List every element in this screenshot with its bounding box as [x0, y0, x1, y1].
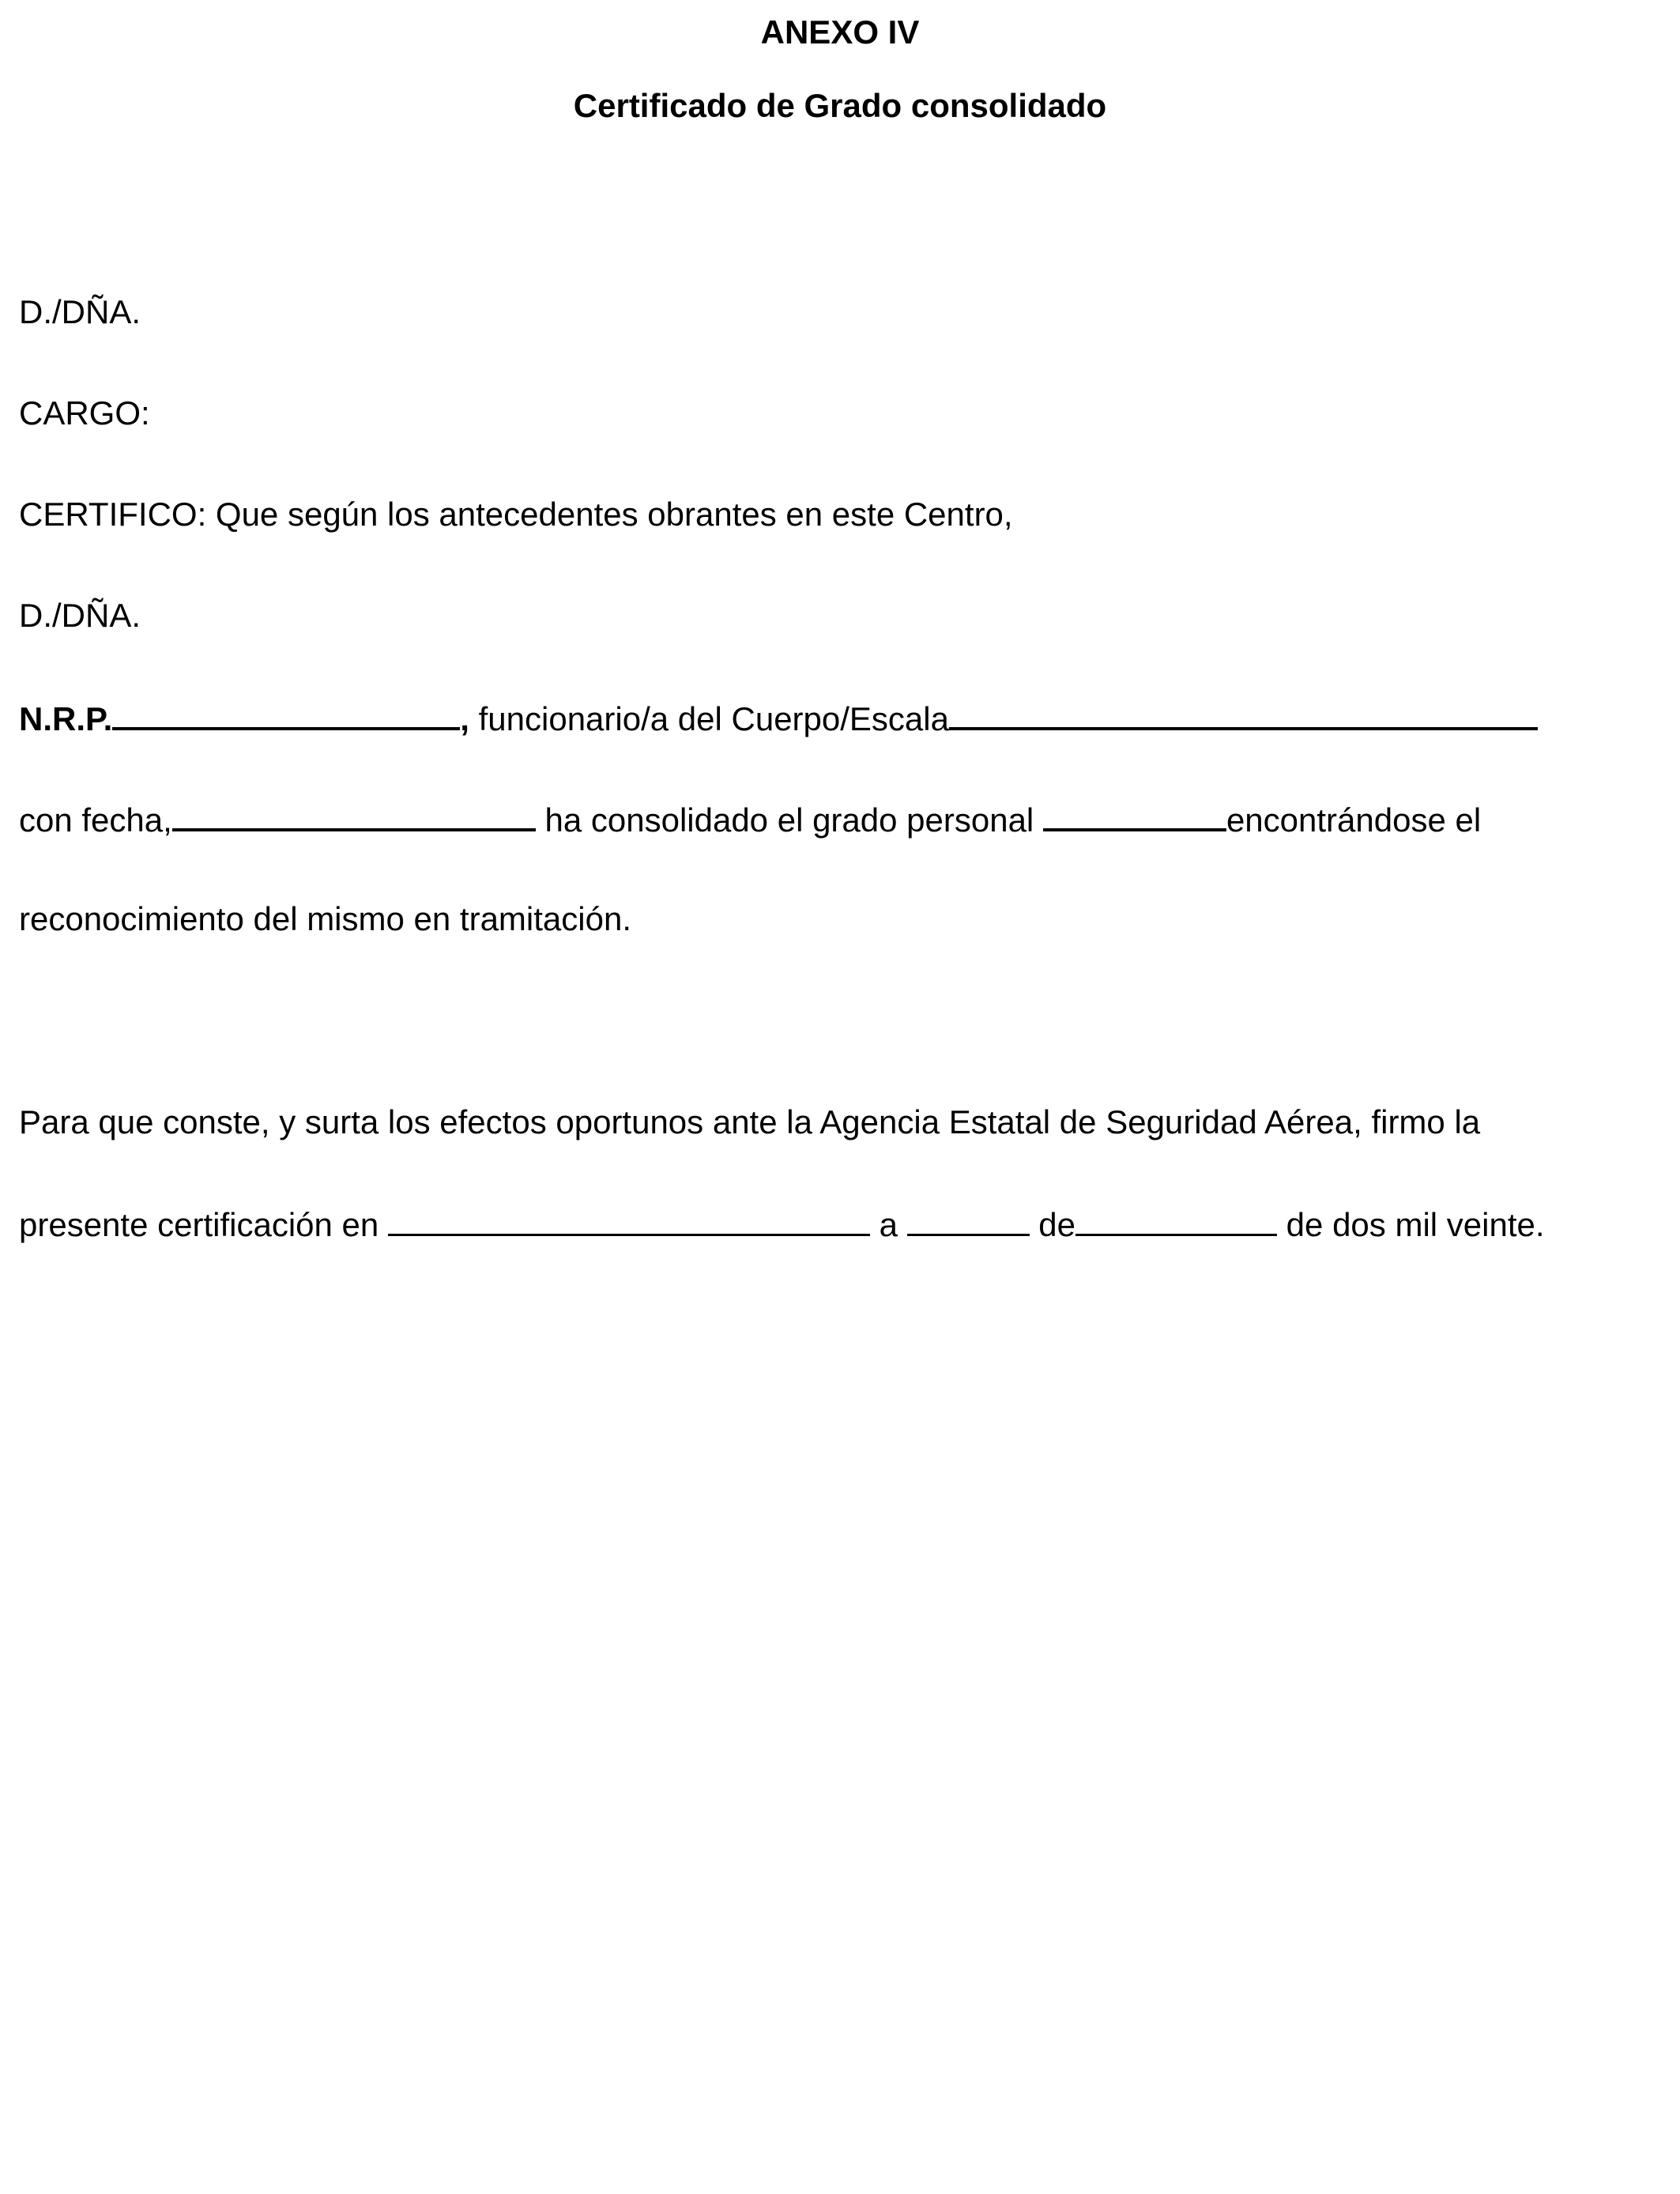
- mes-blank[interactable]: [1075, 1204, 1277, 1236]
- dia-blank[interactable]: [907, 1204, 1030, 1236]
- cuerpo-escala-label: funcionario/a del Cuerpo/Escala: [469, 700, 949, 737]
- nrp-line: [19, 697, 1538, 739]
- lugar-blank[interactable]: [388, 1204, 870, 1236]
- nrp-label: N.R.P.: [19, 700, 113, 737]
- dia-label: a: [869, 1206, 907, 1243]
- official-name-line: D./DÑA.: [19, 597, 141, 634]
- reconocimiento-line: reconocimiento del mismo en tramitación.: [19, 900, 631, 937]
- nrp-comma: ,: [460, 700, 469, 737]
- document-title: Certificado de Grado consolidado: [573, 87, 1107, 124]
- fecha-blank[interactable]: [172, 798, 536, 831]
- grado-blank[interactable]: [1043, 798, 1226, 831]
- encontrandose-label: encontrándose el: [1226, 801, 1482, 839]
- certifico-line: CERTIFICO: Que según los antecedentes obrantes en este Centro,: [19, 496, 1013, 533]
- anio-label: de dos mil veinte.: [1277, 1206, 1545, 1243]
- closing-line-2: [19, 1204, 1545, 1245]
- lugar-label: presente certificación en: [19, 1206, 388, 1243]
- nrp-blank[interactable]: [112, 697, 460, 730]
- mes-label: de: [1029, 1206, 1076, 1243]
- closing-line-1: Para que conste, y surta los efectos oportunos ante la Agencia Estatal de Seguridad Aérea, firmo la: [19, 1103, 1481, 1140]
- recipient-name-line: D./DÑA.: [19, 293, 141, 330]
- fecha-label: con fecha,: [19, 801, 172, 839]
- grado-label: ha consolidado el grado personal: [535, 801, 1043, 839]
- cuerpo-escala-blank[interactable]: [949, 697, 1538, 730]
- annex-heading: ANEXO IV: [760, 13, 920, 51]
- cargo-line: CARGO:: [19, 394, 150, 432]
- fecha-line: [19, 798, 1481, 840]
